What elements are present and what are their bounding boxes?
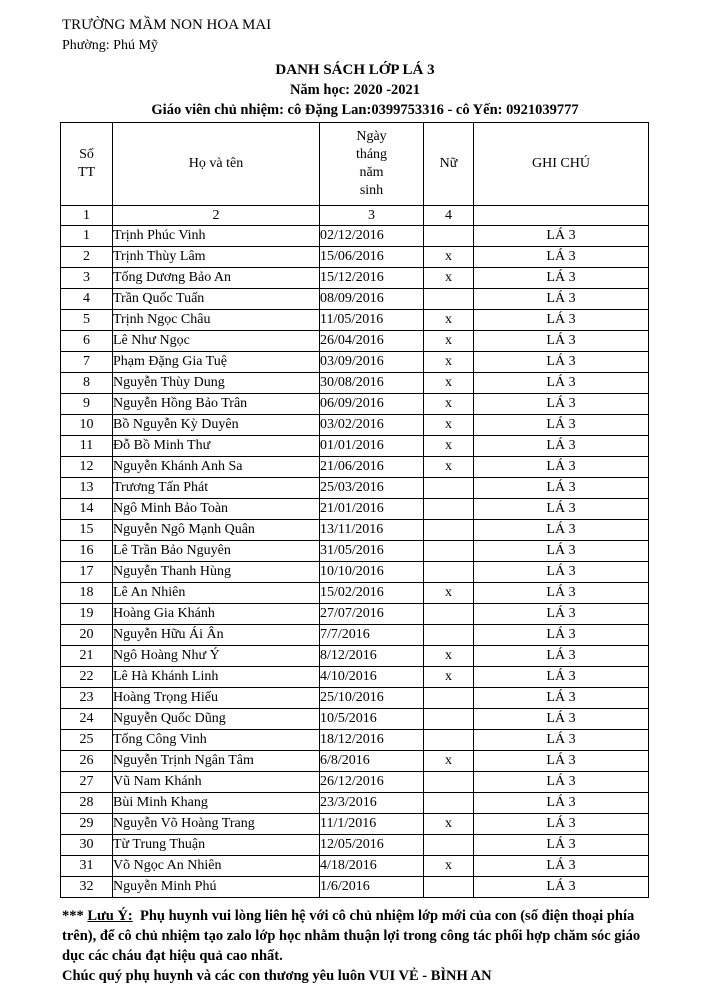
column-number: 3 (320, 206, 424, 226)
table-row (61, 499, 649, 520)
class-note: LÁ 3 (474, 751, 649, 772)
school-name: TRƯỜNG MẦM NON HOA MAI (62, 17, 272, 33)
birth-date: 15/12/2016 (320, 268, 424, 289)
female-mark (424, 688, 474, 709)
student-name: Lê Như Ngọc (113, 331, 320, 352)
female-mark (424, 877, 474, 898)
student-name: Nguyễn Quốc Dũng (113, 709, 320, 730)
female-mark: x (424, 247, 474, 268)
class-note: LÁ 3 (474, 667, 649, 688)
wishes-text: Chúc quý phụ huynh và các con thương yêu luôn VUI VẺ - BÌNH AN (62, 968, 492, 984)
class-note: LÁ 3 (474, 394, 649, 415)
row-number: 4 (61, 289, 113, 310)
student-name: Trương Tấn Phát (113, 478, 320, 499)
student-name: Nguyễn Hồng Bảo Trân (113, 394, 320, 415)
table-row (61, 415, 649, 436)
table-row (61, 583, 649, 604)
female-mark (424, 289, 474, 310)
class-note: LÁ 3 (474, 688, 649, 709)
note-label: Lưu Ý: (87, 908, 133, 924)
row-number: 23 (61, 688, 113, 709)
class-note: LÁ 3 (474, 331, 649, 352)
female-mark: x (424, 583, 474, 604)
birth-date: 15/06/2016 (320, 247, 424, 268)
student-name: Lê Trần Bảo Nguyên (113, 541, 320, 562)
class-note: LÁ 3 (474, 247, 649, 268)
table-row (61, 667, 649, 688)
birth-date: 15/02/2016 (320, 583, 424, 604)
row-number: 27 (61, 772, 113, 793)
student-name: Hoàng Trọng Hiếu (113, 688, 320, 709)
class-note: LÁ 3 (474, 835, 649, 856)
ward-name: Phường: Phú Mỹ (62, 38, 158, 53)
birth-date: 25/03/2016 (320, 478, 424, 499)
table-row (61, 247, 649, 268)
row-number: 31 (61, 856, 113, 877)
row-number: 8 (61, 373, 113, 394)
table-row (61, 373, 649, 394)
female-mark: x (424, 352, 474, 373)
female-mark (424, 520, 474, 541)
table-row (61, 562, 649, 583)
header-note: GHI CHÚ (474, 123, 649, 206)
student-name: Nguyễn Khánh Anh Sa (113, 457, 320, 478)
table-row (61, 541, 649, 562)
birth-date: 26/12/2016 (320, 772, 424, 793)
female-mark: x (424, 436, 474, 457)
birth-date: 30/08/2016 (320, 373, 424, 394)
table-row (61, 814, 649, 835)
female-mark: x (424, 856, 474, 877)
table-row (61, 604, 649, 625)
birth-date: 12/05/2016 (320, 835, 424, 856)
note-paragraph (62, 906, 662, 966)
female-mark: x (424, 457, 474, 478)
student-name: Lê An Nhiên (113, 583, 320, 604)
class-note: LÁ 3 (474, 373, 649, 394)
birth-date: 11/05/2016 (320, 310, 424, 331)
class-note: LÁ 3 (474, 730, 649, 751)
row-number: 7 (61, 352, 113, 373)
table-row (61, 520, 649, 541)
table-row (61, 436, 649, 457)
birth-date: 8/12/2016 (320, 646, 424, 667)
female-mark (424, 499, 474, 520)
table-row (61, 457, 649, 478)
birth-date: 11/1/2016 (320, 814, 424, 835)
birth-date: 21/01/2016 (320, 499, 424, 520)
female-mark (424, 541, 474, 562)
student-name: Từ Trung Thuận (113, 835, 320, 856)
class-note: LÁ 3 (474, 604, 649, 625)
female-mark (424, 709, 474, 730)
birth-date: 23/3/2016 (320, 793, 424, 814)
class-note: LÁ 3 (474, 289, 649, 310)
class-note: LÁ 3 (474, 709, 649, 730)
birth-date: 7/7/2016 (320, 625, 424, 646)
class-note: LÁ 3 (474, 226, 649, 247)
birth-date: 27/07/2016 (320, 604, 424, 625)
female-mark (424, 793, 474, 814)
table-row (61, 352, 649, 373)
table-header-row (61, 123, 649, 206)
note-stars: *** (62, 908, 84, 924)
table-row (61, 625, 649, 646)
table-row (61, 289, 649, 310)
header-dob: Ngày tháng năm sinh (320, 123, 424, 206)
student-name: Tống Dương Bảo An (113, 268, 320, 289)
female-mark: x (424, 751, 474, 772)
row-number: 3 (61, 268, 113, 289)
column-number: 4 (424, 206, 474, 226)
female-mark (424, 478, 474, 499)
student-name: Nguyễn Ngô Mạnh Quân (113, 520, 320, 541)
row-number: 16 (61, 541, 113, 562)
table-row (61, 478, 649, 499)
birth-date: 21/06/2016 (320, 457, 424, 478)
student-name: Phạm Đặng Gia Tuệ (113, 352, 320, 373)
birth-date: 06/09/2016 (320, 394, 424, 415)
note-text: Phụ huynh vui lòng liên hệ với cô chủ nhiệm lớp mới của con (số điện thoại phía trên), để cô chủ nhiệm tạo zalo lớp học nhằm thuận lợi trong công tác phối hợp chăm sóc giáo dục các cháu đạt hiệu quả cao nhất. (62, 908, 641, 964)
row-number: 24 (61, 709, 113, 730)
student-name: Nguyễn Trịnh Ngân Tâm (113, 751, 320, 772)
birth-date: 4/18/2016 (320, 856, 424, 877)
female-mark (424, 625, 474, 646)
row-number: 19 (61, 604, 113, 625)
column-number: 1 (61, 206, 113, 226)
birth-date: 08/09/2016 (320, 289, 424, 310)
table-row (61, 793, 649, 814)
birth-date: 1/6/2016 (320, 877, 424, 898)
table-row (61, 856, 649, 877)
row-number: 32 (61, 877, 113, 898)
row-number: 12 (61, 457, 113, 478)
birth-date: 10/10/2016 (320, 562, 424, 583)
table-row (61, 331, 649, 352)
class-note: LÁ 3 (474, 310, 649, 331)
row-number: 18 (61, 583, 113, 604)
birth-date: 18/12/2016 (320, 730, 424, 751)
birth-date: 03/02/2016 (320, 415, 424, 436)
page-title: DANH SÁCH LỚP LÁ 3 (275, 62, 435, 78)
student-name: Nguyễn Thùy Dung (113, 373, 320, 394)
footer-note (62, 906, 662, 986)
birth-date: 03/09/2016 (320, 352, 424, 373)
homeroom-teachers: Giáo viên chủ nhiệm: cô Đặng Lan:0399753316 - cô Yến: 0921039777 (151, 102, 579, 118)
birth-date: 26/04/2016 (320, 331, 424, 352)
female-mark (424, 562, 474, 583)
header-stt: Số TT (61, 123, 113, 206)
birth-date: 25/10/2016 (320, 688, 424, 709)
row-number: 13 (61, 478, 113, 499)
table-row (61, 646, 649, 667)
class-note: LÁ 3 (474, 772, 649, 793)
student-name: Nguyễn Thanh Hùng (113, 562, 320, 583)
female-mark (424, 226, 474, 247)
student-name: Nguyễn Hữu Ái Ân (113, 625, 320, 646)
header-girl: Nữ (424, 123, 474, 206)
birth-date: 6/8/2016 (320, 751, 424, 772)
female-mark: x (424, 415, 474, 436)
table-row (61, 772, 649, 793)
table-row (61, 268, 649, 289)
class-note: LÁ 3 (474, 877, 649, 898)
birth-date: 4/10/2016 (320, 667, 424, 688)
table-row (61, 730, 649, 751)
header-name: Họ và tên (113, 123, 320, 206)
row-number: 25 (61, 730, 113, 751)
row-number: 5 (61, 310, 113, 331)
female-mark: x (424, 646, 474, 667)
student-name: Đỗ Bồ Minh Thư (113, 436, 320, 457)
class-note: LÁ 3 (474, 520, 649, 541)
female-mark: x (424, 268, 474, 289)
row-number: 21 (61, 646, 113, 667)
row-number: 26 (61, 751, 113, 772)
student-name: Bồ Nguyễn Kỳ Duyên (113, 415, 320, 436)
class-note: LÁ 3 (474, 541, 649, 562)
student-name: Võ Ngọc An Nhiên (113, 856, 320, 877)
row-number: 28 (61, 793, 113, 814)
female-mark (424, 835, 474, 856)
row-number: 14 (61, 499, 113, 520)
column-number (474, 206, 649, 226)
birth-date: 01/01/2016 (320, 436, 424, 457)
table-row (61, 226, 649, 247)
row-number: 2 (61, 247, 113, 268)
student-name: Trịnh Thùy Lâm (113, 247, 320, 268)
row-number: 29 (61, 814, 113, 835)
table-row (61, 688, 649, 709)
table-row (61, 709, 649, 730)
table-row (61, 877, 649, 898)
class-note: LÁ 3 (474, 562, 649, 583)
female-mark: x (424, 310, 474, 331)
student-name: Lê Hà Khánh Linh (113, 667, 320, 688)
class-note: LÁ 3 (474, 478, 649, 499)
student-name: Ngô Hoàng Như Ý (113, 646, 320, 667)
female-mark: x (424, 331, 474, 352)
female-mark (424, 604, 474, 625)
student-name: Bùi Minh Khang (113, 793, 320, 814)
table-row (61, 310, 649, 331)
female-mark: x (424, 394, 474, 415)
row-number: 20 (61, 625, 113, 646)
table-row (61, 394, 649, 415)
student-name: Trịnh Phúc Vinh (113, 226, 320, 247)
column-number: 2 (113, 206, 320, 226)
birth-date: 02/12/2016 (320, 226, 424, 247)
class-note: LÁ 3 (474, 793, 649, 814)
table-row (61, 751, 649, 772)
row-number: 10 (61, 415, 113, 436)
class-note: LÁ 3 (474, 457, 649, 478)
class-note: LÁ 3 (474, 625, 649, 646)
row-number: 17 (61, 562, 113, 583)
female-mark (424, 772, 474, 793)
student-name: Vũ Nam Khánh (113, 772, 320, 793)
student-name: Trịnh Ngọc Châu (113, 310, 320, 331)
class-note: LÁ 3 (474, 268, 649, 289)
row-number: 30 (61, 835, 113, 856)
class-note: LÁ 3 (474, 415, 649, 436)
female-mark: x (424, 373, 474, 394)
class-note: LÁ 3 (474, 583, 649, 604)
student-name: Hoàng Gia Khánh (113, 604, 320, 625)
row-number: 15 (61, 520, 113, 541)
female-mark: x (424, 814, 474, 835)
class-note: LÁ 3 (474, 499, 649, 520)
school-year: Năm học: 2020 -2021 (289, 82, 421, 98)
row-number: 6 (61, 331, 113, 352)
student-name: Ngô Minh Bảo Toàn (113, 499, 320, 520)
class-note: LÁ 3 (474, 814, 649, 835)
class-note: LÁ 3 (474, 352, 649, 373)
class-note: LÁ 3 (474, 856, 649, 877)
birth-date: 10/5/2016 (320, 709, 424, 730)
class-note: LÁ 3 (474, 436, 649, 457)
row-number: 11 (61, 436, 113, 457)
female-mark: x (424, 667, 474, 688)
row-number: 1 (61, 226, 113, 247)
female-mark (424, 730, 474, 751)
row-number: 9 (61, 394, 113, 415)
row-number: 22 (61, 667, 113, 688)
birth-date: 13/11/2016 (320, 520, 424, 541)
student-name: Nguyễn Võ Hoàng Trang (113, 814, 320, 835)
column-number-row (61, 206, 649, 226)
birth-date: 31/05/2016 (320, 541, 424, 562)
class-note: LÁ 3 (474, 646, 649, 667)
table-body (61, 226, 649, 898)
table-row (61, 835, 649, 856)
student-name: Tống Công Vinh (113, 730, 320, 751)
student-name: Nguyễn Minh Phú (113, 877, 320, 898)
student-name: Trần Quốc Tuấn (113, 289, 320, 310)
class-roster-table (60, 122, 649, 898)
